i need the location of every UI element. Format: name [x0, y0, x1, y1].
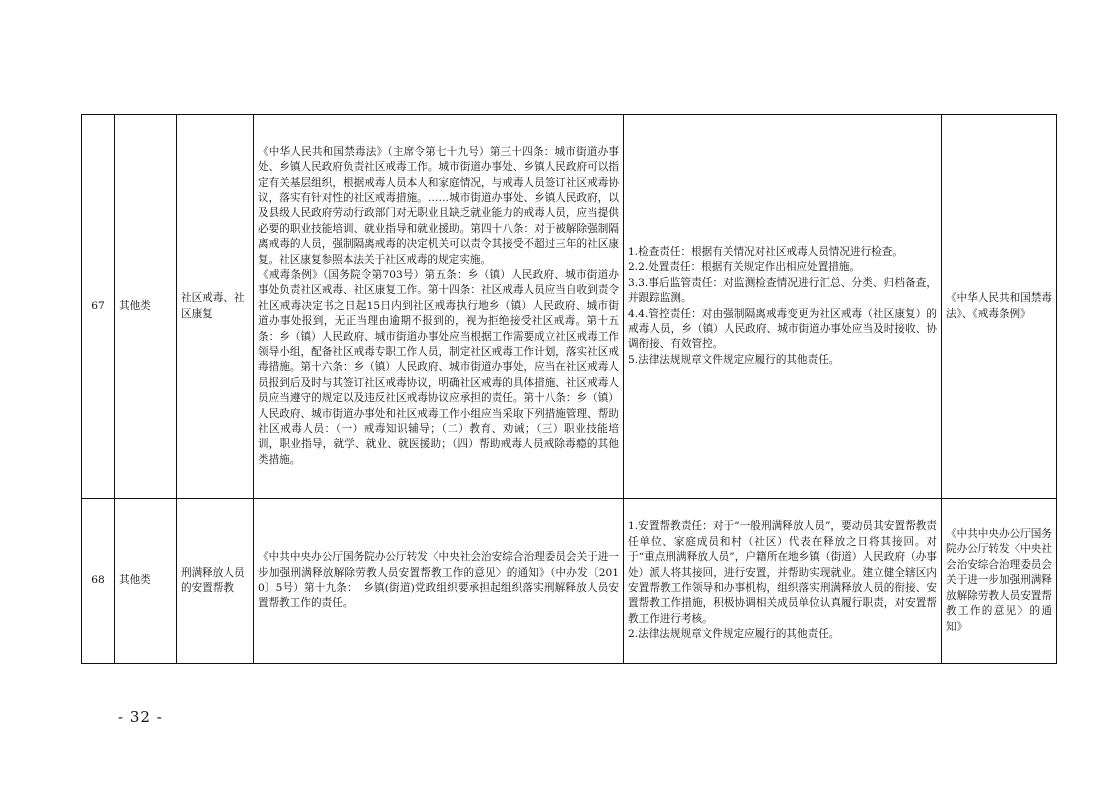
- basis-name-cell: 《中共中央办公厅国务院办公厅转发〈中央社会治安综合治理委员会 关于进一步加强刑满释放解除劳教人员安置帮教工作的意见〉的通知》: [942, 499, 1057, 664]
- responsibility-item: 4.4.管控责任：对由强制隔离戒毒变更为社区戒毒（社区康复）的戒毒人员，乡（镇）人民政府、城市街道办事处应当及时接收、协调衔接、有效管控。: [628, 307, 937, 351]
- row-number: 68: [82, 499, 115, 664]
- category-cell: 其他类: [115, 499, 177, 664]
- responsibility-item: 1.安置帮教责任：对于“一般刑满释放人员”，要动员其安置帮教责任单位、家庭成员和村（社区）代表在释放之日将其接回。对于“重点刑满释放人员”，户籍所在地乡镇（街道）人民政府（办事处）派人将其接回，进行安置，并帮助实现就业。建立健全辖区内安置帮教工作领导和办事机构，组织落实刑满释放人员的衔接、安置帮教工作措施，积极协调相关成员单位认真履行职责，对安置帮教工作进行考核。: [628, 520, 937, 625]
- legal-basis-cell: [254, 115, 624, 499]
- basis-name-cell: 《中华人民共和国禁毒法》、《戒毒条例》: [942, 115, 1057, 499]
- responsibility-item: 3.3.事后监管责任：对监测检查情况进行汇总、分类、归档备查，并跟踪监测。: [628, 276, 937, 305]
- legal-basis-paragraph: 《戒毒条例》（国务院令第703号）第五条：乡（镇）人民政府、城市街道办事处负责社区戒毒、社区康复工作。第十四条：社区戒毒人员应当自收到责令社区戒毒决定书之日起15日内到社区戒毒执行地乡（镇）人民政府、城市街道办事处报到，无正当理由逾期不报到的，视为拒绝接受社区戒毒。第十五条：乡（镇）人民政府、城市街道办事处应当根据工作需要成立社区戒毒工作领导小组，配备社区戒毒专职工作人员，制定社区戒毒工作计划，落实社区戒毒措施。第十六条：乡（镇）人民政府、城市街道办事处，应当在社区戒毒人员报到后及时与其签订社区戒毒协议，明确社区戒毒的具体措施、社区戒毒人员应当遵守的规定以及违反社区戒毒协议应承担的责任。第十八条：乡（镇）人民政府、城市街道办事处和社区戒毒工作小组应当采取下列措施管理、帮助社区戒毒人员：（一）戒毒知识辅导；（二）教育、劝诫；（三）职业技能培训，职业指导，就学、就业、就医援助；（四）帮助戒毒人员戒除毒瘾的其他类措施。: [258, 268, 619, 466]
- duty-list-table: [81, 114, 1057, 664]
- responsibility-cell: [624, 499, 942, 664]
- row-number: 67: [82, 115, 115, 499]
- item-name-cell: 社区戒毒、社区康复: [177, 115, 254, 499]
- responsibility-item: 2.2.处置责任：根据有关规定作出相应处置措施。: [628, 261, 861, 274]
- table-row: [82, 499, 1057, 664]
- item-name-cell: 刑满释放人员的安置帮教: [177, 499, 254, 664]
- page-number: - 32 -: [118, 708, 163, 726]
- legal-basis-paragraph: 《中共中央办公厅国务院办公厅转发〈中央社会治安综合治理委员会关于进一步加强刑满释放解除劳教人员安置帮教工作的意见〉的通知》（中办发〔2010〕5号）第十九条： 乡镇(街道)党政组织要承担起组织落实刑解释放人员安置帮教工作的责任。: [258, 551, 619, 610]
- responsibility-item: 2.法律法规规章文件规定应履行的其他责任。: [628, 628, 840, 641]
- responsibility-item: 5.法律法规规章文件规定应履行的其他责任。: [628, 353, 840, 366]
- responsibility-cell: [624, 115, 942, 499]
- table-row: [82, 115, 1057, 499]
- legal-basis-paragraph: 《中华人民共和国禁毒法》（主席令第七十九号）第三十四条：城市街道办事处、乡镇人民政府负责社区戒毒工作。城市街道办事处、乡镇人民政府可以指定有关基层组织，根据戒毒人员本人和家庭情况，与戒毒人员签订社区戒毒协议，落实有针对性的社区戒毒措施。……城市街道办事处、乡镇人民政府，以及县级人民政府劳动行政部门对无职业且缺乏就业能力的戒毒人员，应当提供必要的职业技能培训、就业指导和就业援助。第四十八条：对于被解除强制隔离戒毒的人员，强制隔离戒毒的决定机关可以责令其接受不超过三年的社区康复。社区康复参照本法关于社区戒毒的规定实施。: [258, 145, 619, 266]
- category-cell: 其他类: [115, 115, 177, 499]
- legal-basis-cell: [254, 499, 624, 664]
- responsibility-item: 1.检查责任：根据有关情况对社区戒毒人员情况进行检查。: [628, 245, 903, 258]
